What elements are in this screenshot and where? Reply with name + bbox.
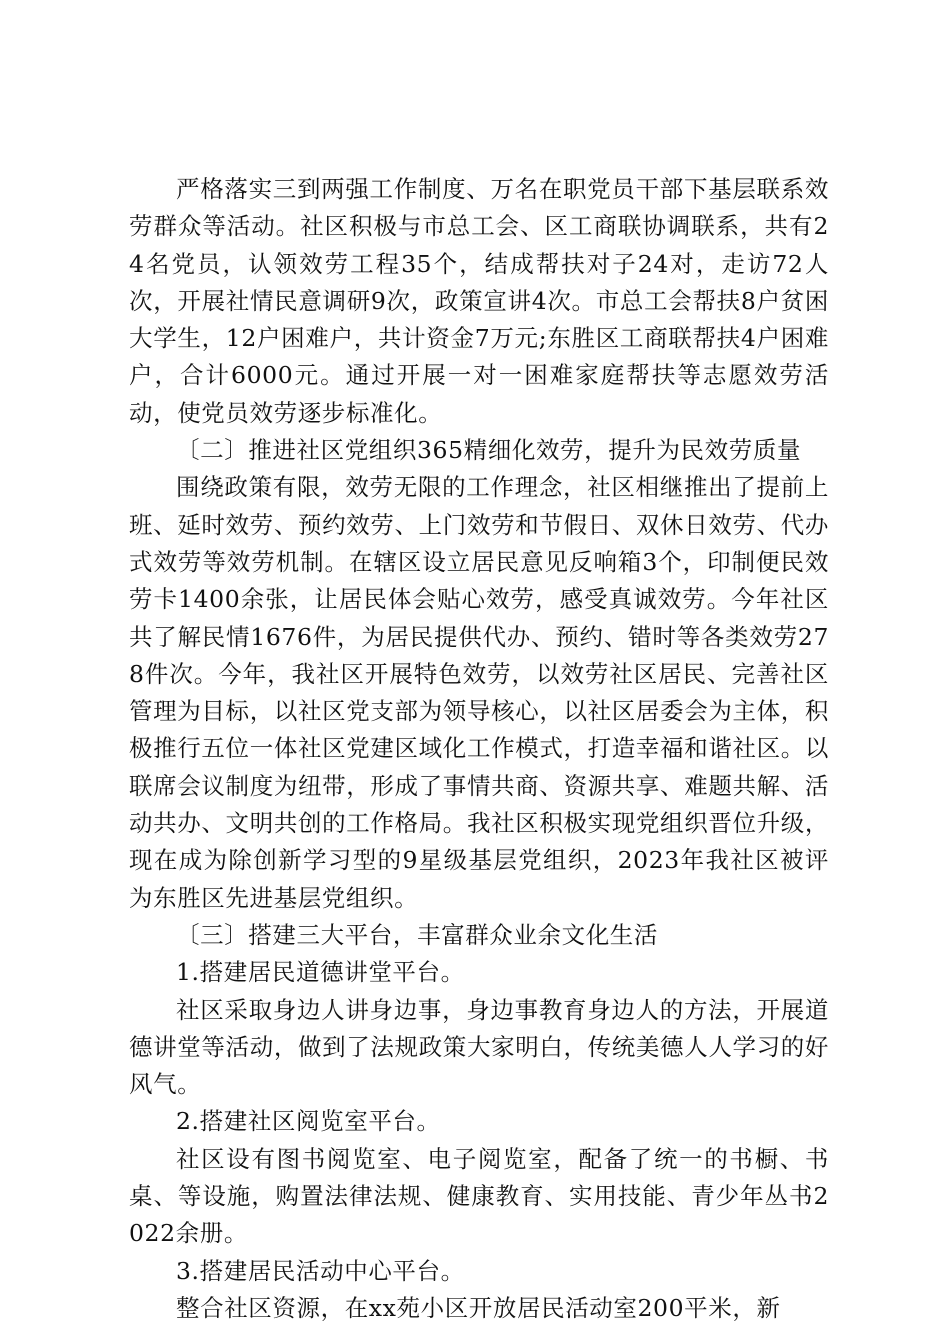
paragraph-365-services: 围绕政策有限，效劳无限的工作理念，社区相继推出了提前上班、延时效劳、预约效劳、上门效劳和节假日、双休日效劳、代办式效劳等效劳机制。在辖区设立居民意见反响箱3个，印制便民效劳卡1400余张，让居民体会贴心效劳，感受真诚效劳。今年社区共了解民情1676件，为居民提供代办、预约、错时等各类效劳278件次。今年，我社区开展特色效劳，以效劳社区居民、完善社区管理为目标，以社区党支部为领导核心，以社区居委会为主体，积极推行五位一体社区党建区域化工作模式，打造幸福和谐社区。以联席会议制度为纽带，形成了事情共商、资源共享、难题共解、活动共办、文明共创的工作格局。我社区积极实现党组织晋位升级，现在成为除创新学习型的9星级基层党组织，2023年我社区被评为东胜区先进基层党组织。 bbox=[129, 473, 829, 912]
subheading-activity-center: 3.搭建居民活动中心平台。 bbox=[176, 1256, 465, 1285]
paragraph-reading-room: 社区设有图书阅览室、电子阅览室，配备了统一的书橱、书桌、等设施，购置法律法规、健康教育、实用技能、青少年丛书2022余册。 bbox=[129, 1144, 829, 1248]
paragraph-activity-center: 整合社区资源，在xx苑小区开放居民活动室200平米，新 bbox=[176, 1293, 781, 1322]
section-heading-3: 〔三〕搭建三大平台，丰富群众业余文化生活 bbox=[176, 920, 658, 949]
paragraph-moral-lecture: 社区采取身边人讲身边事，身边事教育身边人的方法，开展道德讲堂等活动，做到了法规政策大家明白，传统美德人人学习的好风气。 bbox=[129, 995, 829, 1099]
document-page bbox=[129, 171, 829, 1327]
paragraph-party-member-services: 严格落实三到两强工作制度、万名在职党员干部下基层联系效劳群众等活动。社区积极与市总工会、区工商联协调联系，共有24名党员，认领效劳工程35个，结成帮扶对子24对，走访72人次，开展社情民意调研9次，政策宣讲4次。市总工会帮扶8户贫困大学生，12户困难户，共计资金7万元;东胜区工商联帮扶4户困难户，合计6000元。通过开展一对一困难家庭帮扶等志愿效劳活动，使党员效劳逐步标准化。 bbox=[129, 175, 829, 427]
section-heading-2: 〔二〕推进社区党组织365精细化效劳，提升为民效劳质量 bbox=[176, 436, 802, 465]
subheading-reading-room: 2.搭建社区阅览室平台。 bbox=[176, 1107, 441, 1136]
subheading-moral-lecture: 1.搭建居民道德讲堂平台。 bbox=[176, 958, 465, 987]
